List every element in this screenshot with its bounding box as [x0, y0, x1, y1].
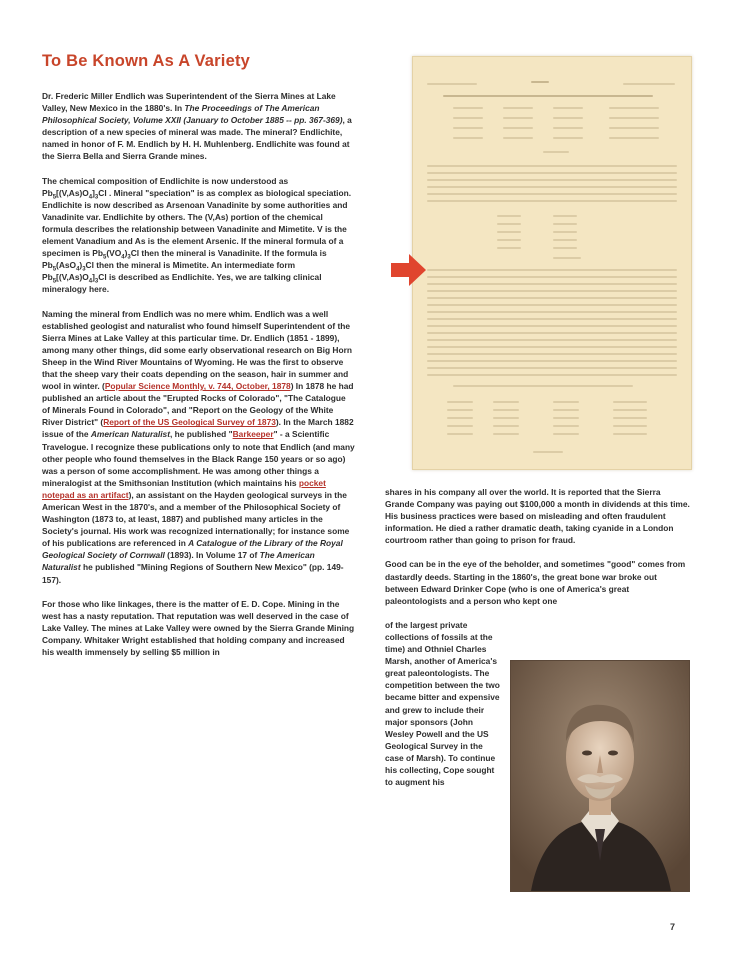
- paragraph: [42, 175, 355, 296]
- scan-text-line: [427, 186, 677, 188]
- scanned-journal-page: [412, 56, 692, 470]
- text-run: The chemical composition of Endlichite is now understood as Pb: [42, 175, 289, 198]
- scan-text-line: [497, 215, 521, 217]
- text-run: ), an assistant on the Hayden geological surveys in the American West in the 1870's, and a member of the Philosophical Society of Washington (1873 to, at least, 1887) and published many articles in the Society's journal. His work was recognized internationally; for instance some of his publications are referenced in: [42, 489, 350, 549]
- scan-text-line: [447, 425, 473, 427]
- scan-text-line: [623, 83, 675, 85]
- scan-text-line: [553, 127, 583, 129]
- scan-text-line: [427, 311, 677, 313]
- right-narrow-text: [385, 619, 500, 788]
- subscript: 4: [88, 194, 93, 201]
- scan-text-line: [553, 409, 579, 411]
- text-run: [(V,As)O: [56, 187, 89, 198]
- scan-text-line: [493, 425, 519, 427]
- paragraph: [42, 90, 355, 163]
- scan-text-line: [553, 433, 579, 435]
- reference-link[interactable]: pocket notepad as an artifact: [42, 477, 326, 500]
- scan-text-line: [493, 433, 519, 435]
- scan-text-line: [427, 360, 677, 362]
- scan-text-line: [543, 151, 569, 153]
- scan-text-line: [553, 117, 583, 119]
- paragraph: [385, 486, 690, 546]
- reference-link[interactable]: Report of the US Geological Survey of 1873: [103, 417, 276, 428]
- scan-text-line: [503, 117, 533, 119]
- scan-text-line: [427, 367, 677, 369]
- paragraph: [385, 558, 690, 606]
- scan-text-line: [553, 257, 581, 259]
- scan-text-line: [427, 283, 677, 285]
- text-run: Cl then the mineral is Mimetite. An intermediate form Pb: [42, 260, 296, 283]
- text-run: ). In the March 1882 issue of the: [42, 417, 354, 440]
- scan-text-line: [613, 425, 647, 427]
- scan-text-line: [613, 401, 647, 403]
- scan-text-line: [427, 172, 677, 174]
- text-run: (AsO: [56, 260, 77, 271]
- scan-text-line: [553, 239, 577, 241]
- scan-text-line: [427, 200, 677, 202]
- scan-text-line: [503, 107, 533, 109]
- text-run: (1893). In Volume 17 of: [164, 550, 260, 561]
- scan-text-line: [609, 107, 659, 109]
- scan-text-line: [443, 95, 653, 97]
- scan-text-line: [553, 223, 577, 225]
- scan-text-line: [447, 409, 473, 411]
- scan-text-line: [553, 417, 579, 419]
- subscript: 4: [121, 254, 125, 261]
- scan-text-line: [613, 433, 647, 435]
- scan-text-line: [453, 117, 483, 119]
- subscript: 5: [52, 266, 57, 273]
- italic-title: A Catalogue of the Library of the Royal Geological Society of Cornwall: [42, 538, 343, 561]
- text-run: , he published ": [170, 429, 233, 440]
- text-run: of the largest private collections of fossils at the time) and Othniel Charles Marsh, another of America's great paleontologists. The competition between the two became bitter and expensive and grew to include their major sponsors (John Wesley Powell and the US Geological Survey in the case of Marsh). To continue his collecting, Cope sought to augment his: [385, 619, 500, 788]
- text-run: Cl . Mineral "speciation" is as complex as biological speciation. Endlichite is now described as Arsenoan Vanadinite by some authorities and Vanadinite var. Endlichite by others. The (V,As) portion of the chemical formula describes the relationship between Vanadinite and Mimetite. V is the element Vanadium and As is the element Arsenic. If the mineral formula of a specimen is Pb: [42, 187, 352, 259]
- paragraph: [42, 598, 355, 658]
- scan-text-line: [613, 409, 647, 411]
- subscript: 5: [52, 278, 57, 285]
- page-number: 7: [670, 922, 676, 932]
- scan-text-line: [609, 117, 659, 119]
- left-column: [42, 90, 355, 670]
- scan-text-line: [453, 107, 483, 109]
- scan-text-line: [553, 401, 579, 403]
- text-run: ): [79, 260, 83, 271]
- text-run: Naming the mineral from Endlich was no mere whim. Endlich was a well established geologist and naturalist who found himself Superintendent of the Sierra Mines at Lake Valley at this particular time. Dr. Endlich (1851 - 1899), among many other things, did some early observational research on Big Horn Sheep in the Wind River Mountains of Wyoming. He was the first to observe that the sheep vary their coats depending on the season, hair in summer and wool in winter. (: [42, 308, 352, 392]
- text-run: Good can be in the eye of the beholder, and sometimes "good" comes from dastardly deeds. Starting in the 1860's, the great bone war broke out between Edward Drinker Cope (who is one of America's great paleontologists and a person who kept one: [385, 559, 686, 606]
- scan-text-line: [447, 417, 473, 419]
- scan-text-line: [497, 239, 521, 241]
- text-run: (VO: [106, 248, 122, 259]
- text-run: he published "Mining Regions of Southern New Mexico" (pp. 149-157).: [42, 562, 344, 585]
- scan-text-line: [427, 353, 677, 355]
- scan-text-line: [427, 346, 677, 348]
- text-run: Cl is described as Endlichite. Yes, we are talking clinical mineralogy here.: [42, 272, 322, 295]
- scan-text-line: [493, 417, 519, 419]
- italic-title: American Naturalist: [90, 429, 170, 440]
- subscript: 4: [88, 278, 93, 285]
- scan-text-line: [427, 325, 677, 327]
- scan-text-line: [427, 318, 677, 320]
- text-run: ]: [92, 187, 95, 198]
- scan-text-line: [553, 137, 583, 139]
- scan-text-line: [609, 137, 659, 139]
- scan-text-line: [553, 425, 579, 427]
- text-run: shares in his company all over the world. It is reported that the Sierra Grande Company was paying out $100,000 a month in dividends at this time. His business practices were based on misleading and often fraudulent information. He died a rather dramatic death, taking cyanide in a London courtroom rather than going to prison for fraud.: [385, 487, 690, 546]
- scan-text-line: [453, 137, 483, 139]
- scan-text-line: [453, 385, 633, 387]
- text-run: , a description of a new species of mineral was made. The mineral? Endlichite, named in honor of F. M. Endlich by H. H. Muhlenberg. Endlichite was found at the Sierra Bella and Sierra Grande mines.: [42, 115, 352, 162]
- subscript: 5: [102, 254, 107, 261]
- portrait-figure: [511, 661, 689, 891]
- text-run: Cl then the mineral is Vanadinite. If the formula is Pb: [42, 248, 327, 271]
- scan-text-line: [427, 83, 477, 85]
- right-column-text: [385, 486, 690, 607]
- text-run: ): [124, 248, 128, 259]
- subscript: 3: [82, 266, 86, 273]
- scan-text-line: [553, 215, 577, 217]
- subscript: 3: [127, 254, 131, 261]
- scan-text-line: [427, 332, 677, 334]
- subscript: 5: [52, 194, 57, 201]
- red-arrow-icon: [391, 252, 427, 288]
- paragraph: [42, 308, 355, 586]
- scan-text-line: [493, 401, 519, 403]
- scan-text-line: [427, 297, 677, 299]
- text-run: [(V,As)O: [56, 272, 89, 283]
- scan-text-line: [427, 276, 677, 278]
- text-run: For those who like linkages, there is the matter of E. D. Cope. Mining in the west has a nasty reputation. That reputation was well deserved in the case of Lake Valley. The mines at Lake Valley were owned by the Sierra Grande Mining Company. Whitaker Wright established that holding company and increased his wealth immensely by selling $5 million in: [42, 598, 355, 658]
- page-title: To Be Known As A Variety: [42, 52, 251, 70]
- subscript: 4: [76, 266, 80, 273]
- text-run: Dr. Frederic Miller Endlich was Superintendent of the Sierra Mines at Lake Valley, New Mexico in the 1880's. In: [42, 91, 336, 114]
- scan-text-line: [453, 127, 483, 129]
- scan-text-line: [613, 417, 647, 419]
- scan-text-line: [493, 409, 519, 411]
- scan-text-line: [427, 339, 677, 341]
- scan-text-line: [553, 107, 583, 109]
- scan-text-line: [427, 290, 677, 292]
- scan-text-line: [427, 304, 677, 306]
- scan-text-line: [447, 433, 473, 435]
- scan-text-line: [533, 451, 563, 453]
- portrait-photo: [510, 660, 690, 892]
- scan-text-line: [427, 374, 677, 376]
- text-run: ]: [92, 272, 95, 283]
- text-run: " - a Scientific Travelogue. I recognize these publications only to note that Endlich (and many other people who found themselves in the Black Range 150 years or so ago) was a person of some accomplishment. He was among other things a mineralogist at the Smithsonian Institution (which maintains his: [42, 429, 355, 488]
- scan-text-line: [427, 193, 677, 195]
- scan-text-line: [609, 127, 659, 129]
- reference-link[interactable]: Popular Science Monthly, v. 744, October, 1878: [104, 381, 291, 392]
- scan-text-line: [497, 223, 521, 225]
- italic-title: The Proceedings of The American Philosophical Society, Volume XXII (January to October 1885 -- pp. 367-369): [42, 103, 343, 126]
- scan-text-line: [427, 179, 677, 181]
- scan-text-line: [503, 127, 533, 129]
- scan-text-line: [447, 401, 473, 403]
- italic-title: The American Naturalist: [42, 550, 315, 573]
- scan-text-line: [553, 247, 577, 249]
- scan-text-line: [497, 247, 521, 249]
- scan-text-line: [497, 231, 521, 233]
- scan-text-line: [427, 269, 677, 271]
- subscript: 3: [94, 194, 99, 201]
- text-run: ) In 1878 he had published an article about the "Erupted Rocks of Colorado", "The Catalogue of Minerals Found in Colorado", and "Report on the Geology of the White River District" (: [42, 381, 354, 428]
- reference-link[interactable]: Barkeeper: [232, 429, 274, 440]
- scan-text-line: [531, 81, 549, 83]
- scan-text-line: [503, 137, 533, 139]
- scan-text-line: [427, 165, 677, 167]
- subscript: 3: [94, 278, 99, 285]
- scan-text-line: [553, 231, 577, 233]
